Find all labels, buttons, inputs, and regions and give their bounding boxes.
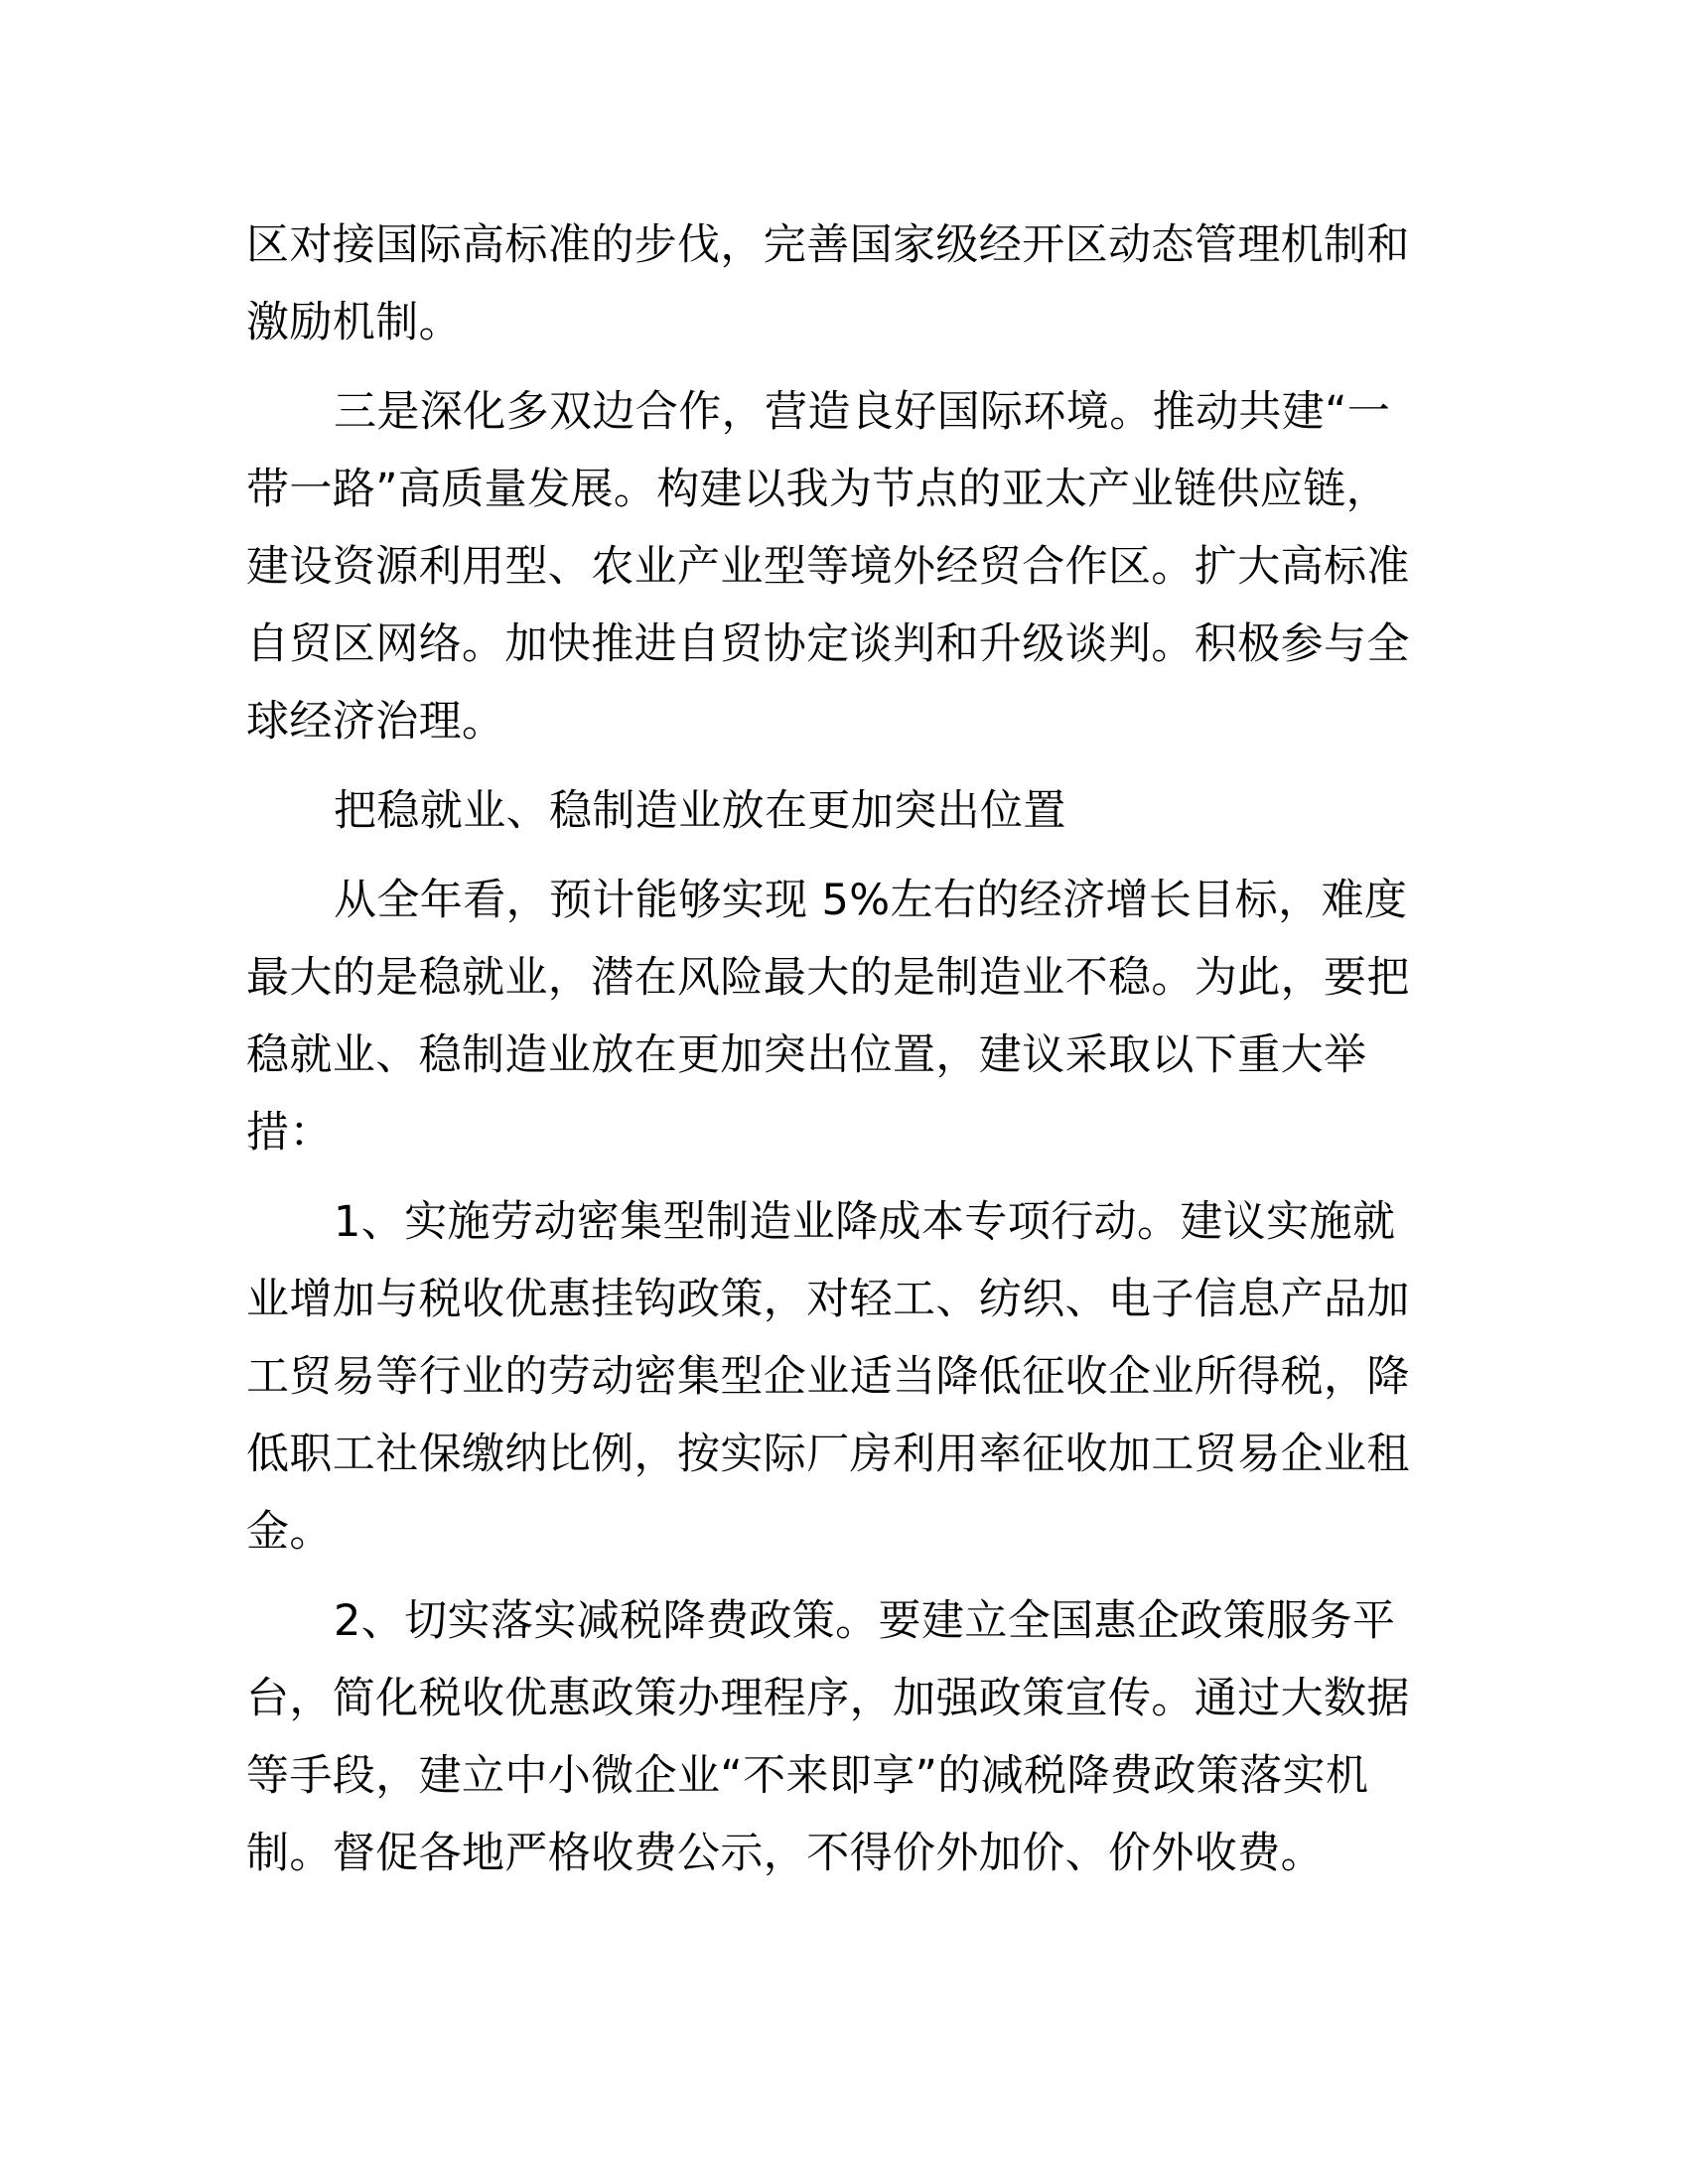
text-line: 稳就业、稳制造业放在更加突出位置，建议采取以下重大举 xyxy=(246,1030,1367,1080)
text-line: 2、切实落实减税降费政策。要建立全国惠企政策服务平 xyxy=(334,1596,1396,1646)
paragraph xyxy=(246,206,1430,361)
text-line: 措： xyxy=(246,1108,333,1158)
text-line: 等手段，建立中小微企业“不来即享”的减税降费政策落实机 xyxy=(246,1751,1369,1801)
text-line: 从全年看，预计能够实现 5%左右的经济增长目标，难度 xyxy=(334,876,1408,925)
text-line: 三是深化多双边合作，营造良好国际环境。推动共建“一 xyxy=(334,387,1391,437)
text-line: 带一路”高质量发展。构建以我为节点的亚太产业链供应链， xyxy=(246,465,1390,514)
paragraph xyxy=(246,1183,1430,1570)
text-line: 自贸区网络。加快推进自贸协定谈判和升级谈判。积极参与全 xyxy=(246,619,1410,669)
paragraph xyxy=(246,862,1430,1171)
text-line: 工贸易等行业的劳动密集型企业适当降低征收企业所得税，降 xyxy=(246,1352,1410,1402)
paragraph xyxy=(246,772,1430,850)
text-line: 低职工社保缴纳比例，按实际厂房利用率征收加工贸易企业租 xyxy=(246,1430,1410,1479)
text-line: 球经济治理。 xyxy=(246,697,505,747)
text-line: 激励机制。 xyxy=(246,298,462,347)
text-line: 建设资源利用型、农业产业型等境外经贸合作区。扩大高标准 xyxy=(246,542,1410,592)
text-line: 业增加与税收优惠挂钩政策，对轻工、纺织、电子信息产品加 xyxy=(246,1275,1410,1324)
text-line: 制。督促各地严格收费公示，不得价外加价、价外收费。 xyxy=(246,1829,1324,1878)
text-line: 1、实施劳动密集型制造业降成本专项行动。建议实施就 xyxy=(334,1197,1396,1247)
text-line: 台，简化税收优惠政策办理程序，加强政策宣传。通过大数据 xyxy=(246,1674,1410,1723)
text-line: 把稳就业、稳制造业放在更加突出位置 xyxy=(334,786,1066,836)
text-line: 金。 xyxy=(246,1507,333,1557)
paragraph xyxy=(246,373,1430,760)
text-line: 最大的是稳就业，潜在风险最大的是制造业不稳。为此，要把 xyxy=(246,953,1410,1003)
paragraph xyxy=(246,1582,1430,1892)
document-page xyxy=(246,206,1430,1904)
text-line: 区对接国际高标准的步伐，完善国家级经开区动态管理机制和 xyxy=(246,220,1410,270)
